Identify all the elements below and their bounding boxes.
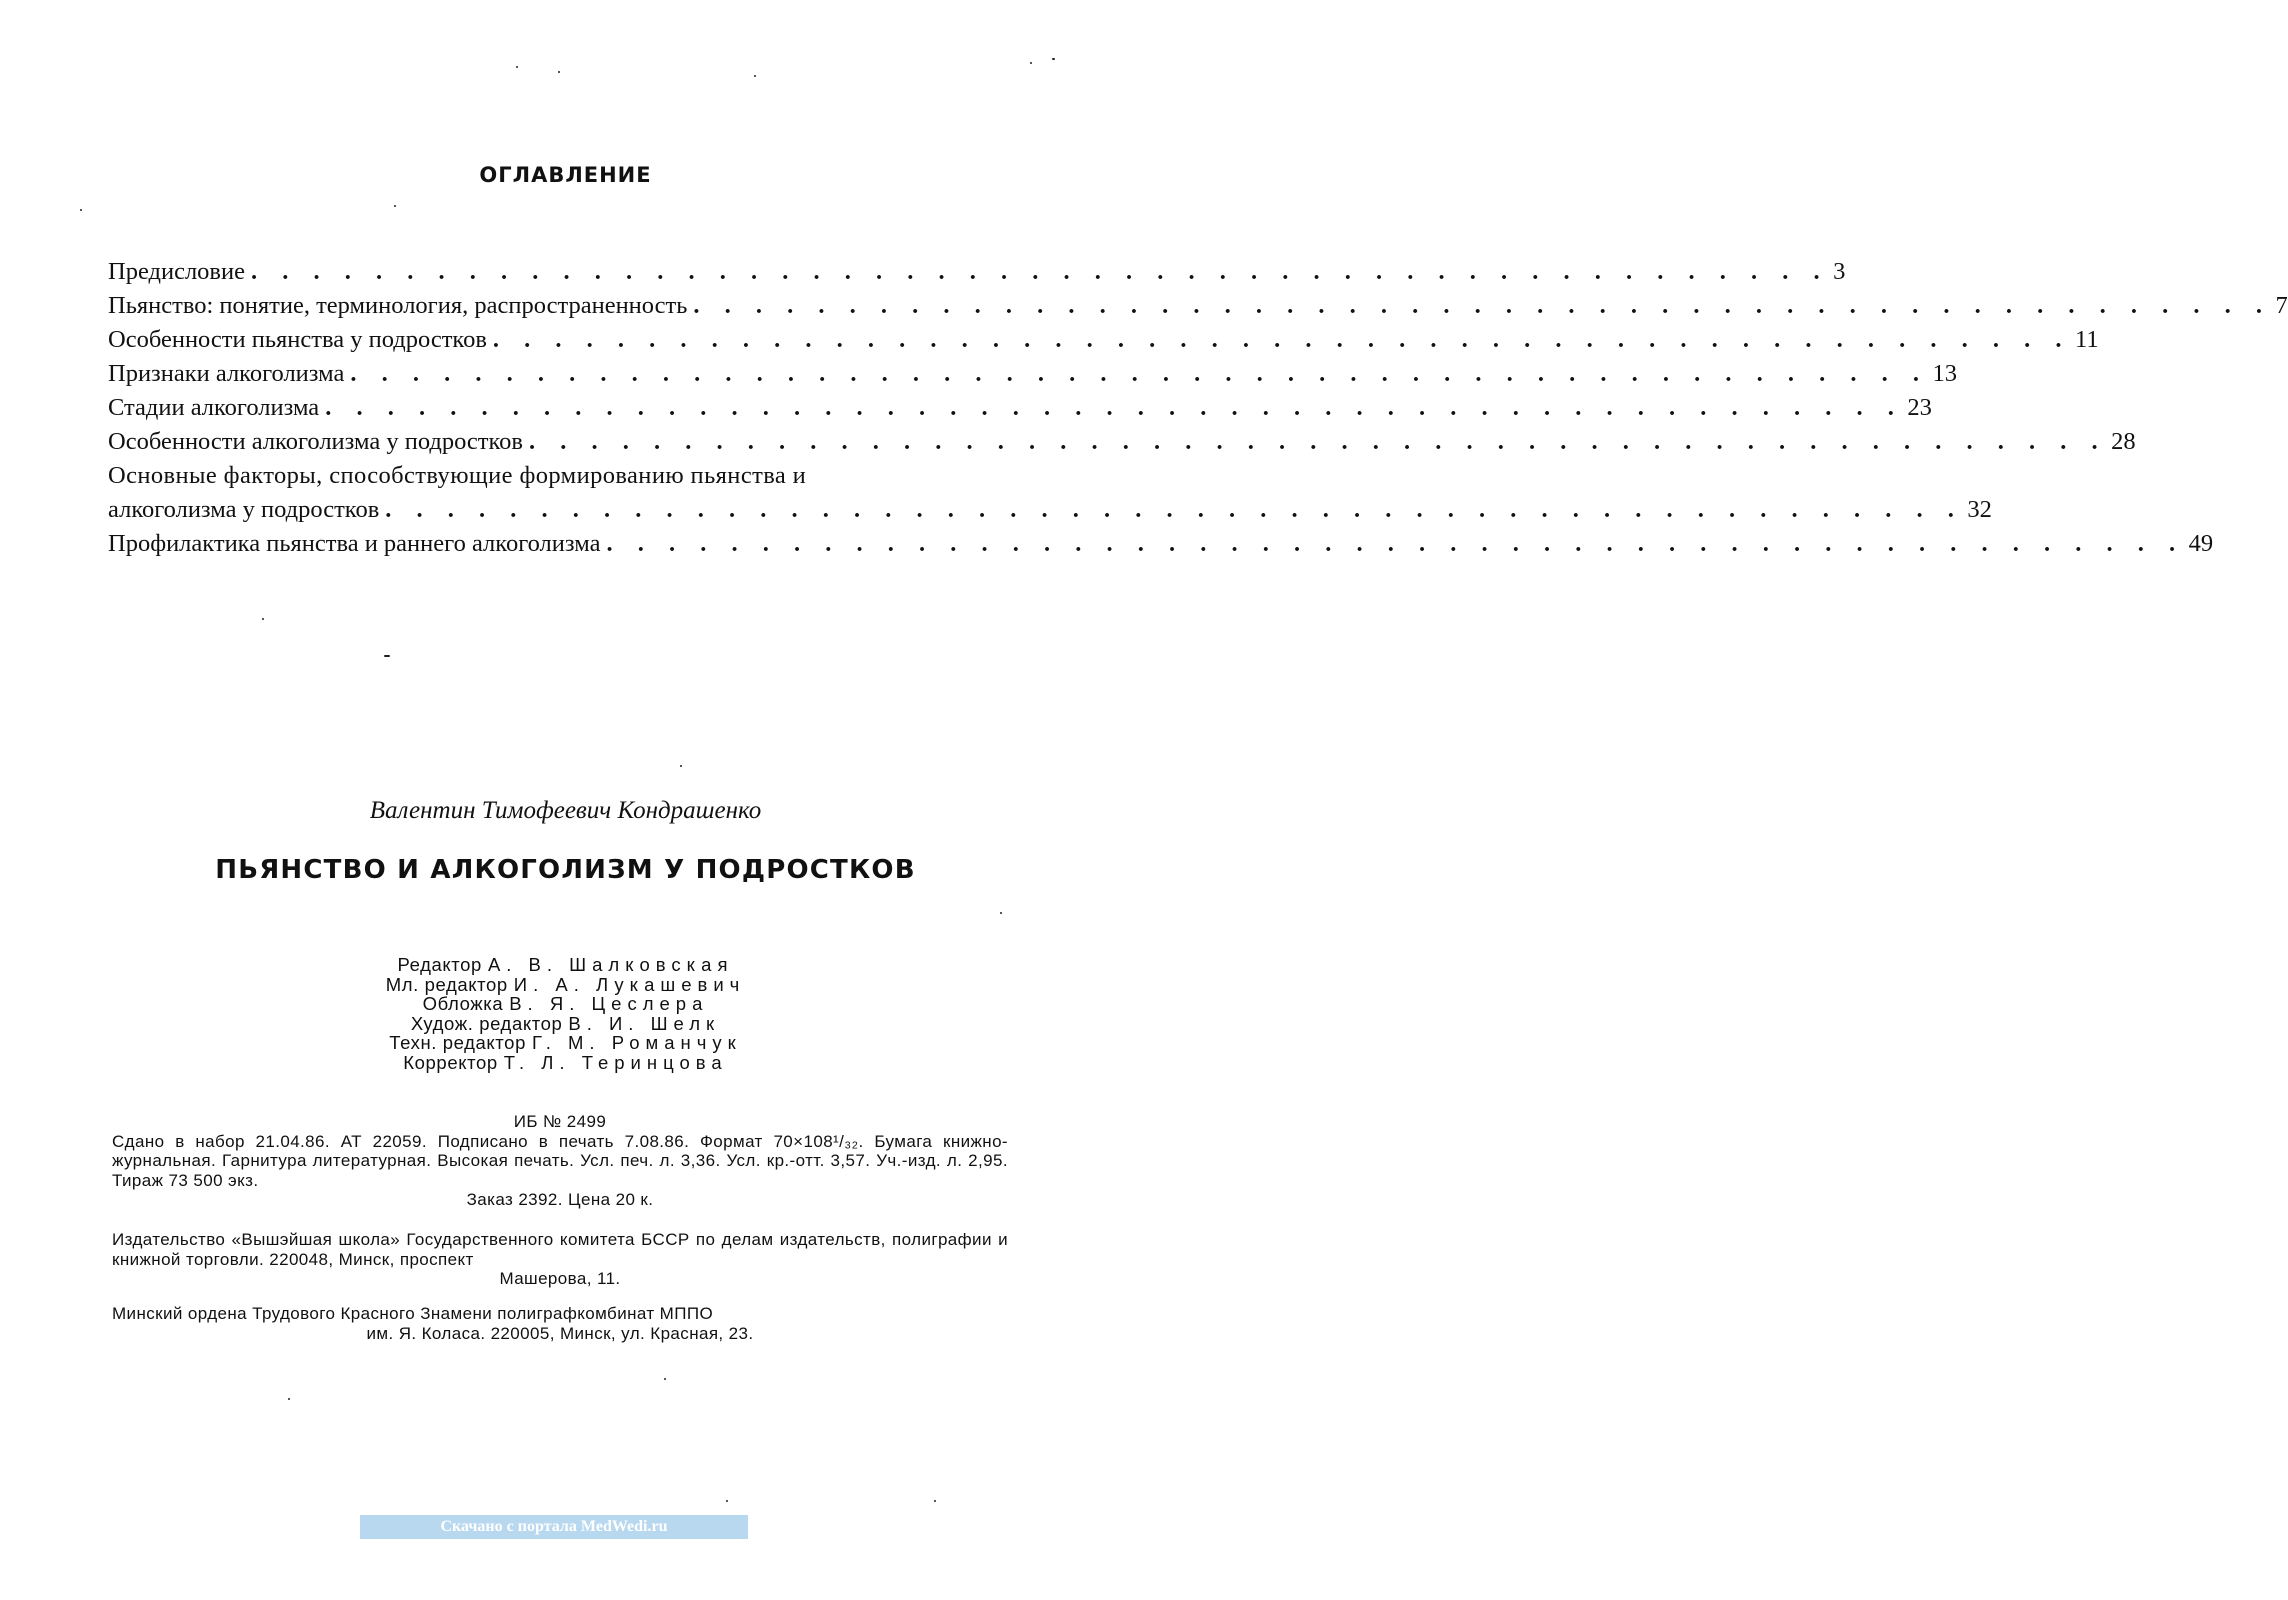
toc-leader-dots: . . . . . . . . . . . . . . . . . . . . . . . . . . . . . . . . . . . . . . . . . . . . . . . . . . .	[350, 360, 1929, 387]
credit-role: Корректор	[403, 1051, 498, 1073]
scan-speck	[288, 1398, 290, 1400]
scan-speck	[1000, 912, 1002, 914]
credit-line	[0, 955, 1131, 975]
scan-speck	[384, 655, 390, 657]
printer-details: Минский ордена Трудового Красного Знамени полиграфкомбинат МППО	[112, 1304, 714, 1323]
toc-entry-page: 13	[1932, 360, 1957, 387]
toc-entry[interactable]	[108, 527, 2214, 561]
publisher-imprint	[112, 1230, 1008, 1289]
scan-speck	[558, 71, 560, 73]
toc-leader-dots: . . . . . . . . . . . . . . . . . . . . . . . . . . . . . . . . . . . . . . . . . . . . . . . . . . .	[529, 428, 2108, 455]
toc-entry-page: 23	[1907, 394, 1932, 421]
toc-entry-page: 28	[2111, 428, 2136, 455]
toc-entry[interactable]	[108, 357, 1957, 391]
toc-entry-label: Стадии алкоголизма	[108, 394, 320, 421]
printer-address-tail: им. Я. Коласа. 220005, Минск, ул. Красная, 23.	[366, 1323, 754, 1343]
toc-entry-page: 7	[2275, 292, 2288, 319]
toc-entry-page: 32	[1967, 496, 1992, 523]
toc-entry-label-line1: Основные факторы, способствующие формированию пьянства и	[108, 462, 807, 489]
toc-leader-dots: . . . . . . . . . . . . . . . . . . . . . . . . . . . . . . . . . . . . . . . . . . . . . . . . . . .	[492, 326, 2072, 353]
production-details: Сдано в набор 21.04.86. АТ 22059. Подписано в печать 7.08.86. Формат 70×108¹/₃₂. Бумага книжно-журнальная. Гарнитура литературная. Высокая печать. Усл. печ. л. 3,36. Усл. кр.-отт. 3,57. Уч.-изд. л. 2,95. Тираж 73 500 экз.	[112, 1131, 1008, 1190]
toc-entry-page: 49	[2188, 530, 2214, 557]
scan-speck	[1052, 58, 1055, 60]
scan-speck	[726, 1500, 728, 1502]
toc-entry[interactable]	[108, 391, 1932, 425]
toc-entry-label: Пьянство: понятие, терминология, распространенность	[108, 292, 688, 319]
toc-entry-page: 11	[2075, 326, 2099, 353]
toc-leader-dots: . . . . . . . . . . . . . . . . . . . . . . . . . . . . . . . . . . . . . . . . . . . . . . . . . . .	[325, 394, 1904, 421]
credit-line	[0, 1014, 1131, 1034]
credit-name: Г. М. Романчук	[531, 1032, 742, 1053]
credit-name: И. А. Лукашевич	[513, 973, 746, 995]
credit-line	[0, 1033, 1131, 1053]
toc-leader-dots: . . . . . . . . . . . . . . . . . . . . . . . . . . . . . . . . . . . . . . . . . . . . . . . . . . .	[693, 292, 2272, 319]
scan-speck	[516, 66, 518, 68]
author-name: Валентин Тимофеевич Кондрашенко	[369, 797, 762, 824]
toc-entry[interactable]	[108, 459, 1992, 527]
credit-role: Мл. редактор	[385, 973, 508, 995]
toc-leader-dots: . . . . . . . . . . . . . . . . . . . . . . . . . . . . . . . . . . . . . . . . . . . . . . . . . . .	[385, 496, 1964, 523]
editorial-credits	[0, 955, 1131, 1072]
scan-speck	[934, 1500, 936, 1502]
toc-leader-dots: . . . . . . . . . . . . . . . . . . . . . . . . . . . . . . . . . . . . . . . . . . . . . . . . . . .	[606, 530, 2185, 557]
printer-imprint	[112, 1304, 1008, 1343]
toc-entry[interactable]	[108, 425, 2136, 459]
credit-line	[0, 975, 1131, 995]
credit-role: Обложка	[422, 993, 504, 1014]
toc-entry-label: Профилактика пьянства и раннего алкоголизма	[108, 530, 601, 557]
credit-name: А. В. Шалковская	[487, 954, 734, 975]
credit-name: В. И. Шелк	[568, 1012, 721, 1034]
scan-speck	[680, 765, 682, 767]
credit-line	[0, 1053, 1131, 1073]
credit-name: В. Я. Цеслера	[509, 993, 709, 1014]
scan-speck	[80, 209, 82, 211]
toc-entry-page: 3	[1833, 258, 1846, 285]
credit-role: Техн. редактор	[389, 1032, 526, 1053]
credit-role: Худож. редактор	[410, 1012, 563, 1034]
toc-entry-label: Предисловие	[108, 258, 245, 285]
credit-line	[0, 994, 1131, 1014]
scan-speck	[664, 1378, 666, 1380]
toc-entry-label: Особенности пьянства у подростков	[108, 326, 487, 353]
scan-speck	[394, 205, 396, 207]
scan-speck	[754, 75, 756, 77]
toc-entry[interactable]	[108, 255, 1846, 289]
toc-entry-label: Особенности алкоголизма у подростков	[108, 428, 523, 455]
table-of-contents	[108, 255, 2288, 561]
toc-entry[interactable]	[108, 323, 2099, 357]
toc-leader-dots: . . . . . . . . . . . . . . . . . . . . . . . . . . . . . . . . . . . . . . . . . . . . . . . . . . .	[250, 258, 1830, 285]
publisher-address-tail: Машерова, 11.	[499, 1269, 621, 1288]
toc-entry-label: Признаки алкоголизма	[108, 360, 345, 387]
scan-speck	[262, 618, 264, 620]
toc-entry[interactable]	[108, 289, 2288, 323]
download-source-banner[interactable]: Скачано с портала MedWedi.ru	[360, 1515, 748, 1539]
book-title: ПЬЯНСТВО И АЛКОГОЛИЗМ У ПОДРОСТКОВ	[215, 855, 916, 885]
production-imprint	[112, 1112, 1008, 1210]
ib-number: ИБ № 2499	[513, 1112, 607, 1131]
credit-name: Т. Л. Теринцова	[503, 1051, 728, 1073]
publisher-details: Издательство «Вышэйшая школа» Государственного комитета БССР по делам издательств, полиграфии и книжной торговли. 220048, Минск, проспект	[112, 1230, 1008, 1269]
scan-speck	[1030, 62, 1032, 64]
order-price: Заказ 2392. Цена 20 к.	[466, 1190, 654, 1209]
toc-heading: ОГЛАВЛЕНИЕ	[479, 163, 652, 187]
toc-entry-label: алкоголизма у подростков	[108, 496, 380, 523]
credit-role: Редактор	[397, 954, 482, 975]
